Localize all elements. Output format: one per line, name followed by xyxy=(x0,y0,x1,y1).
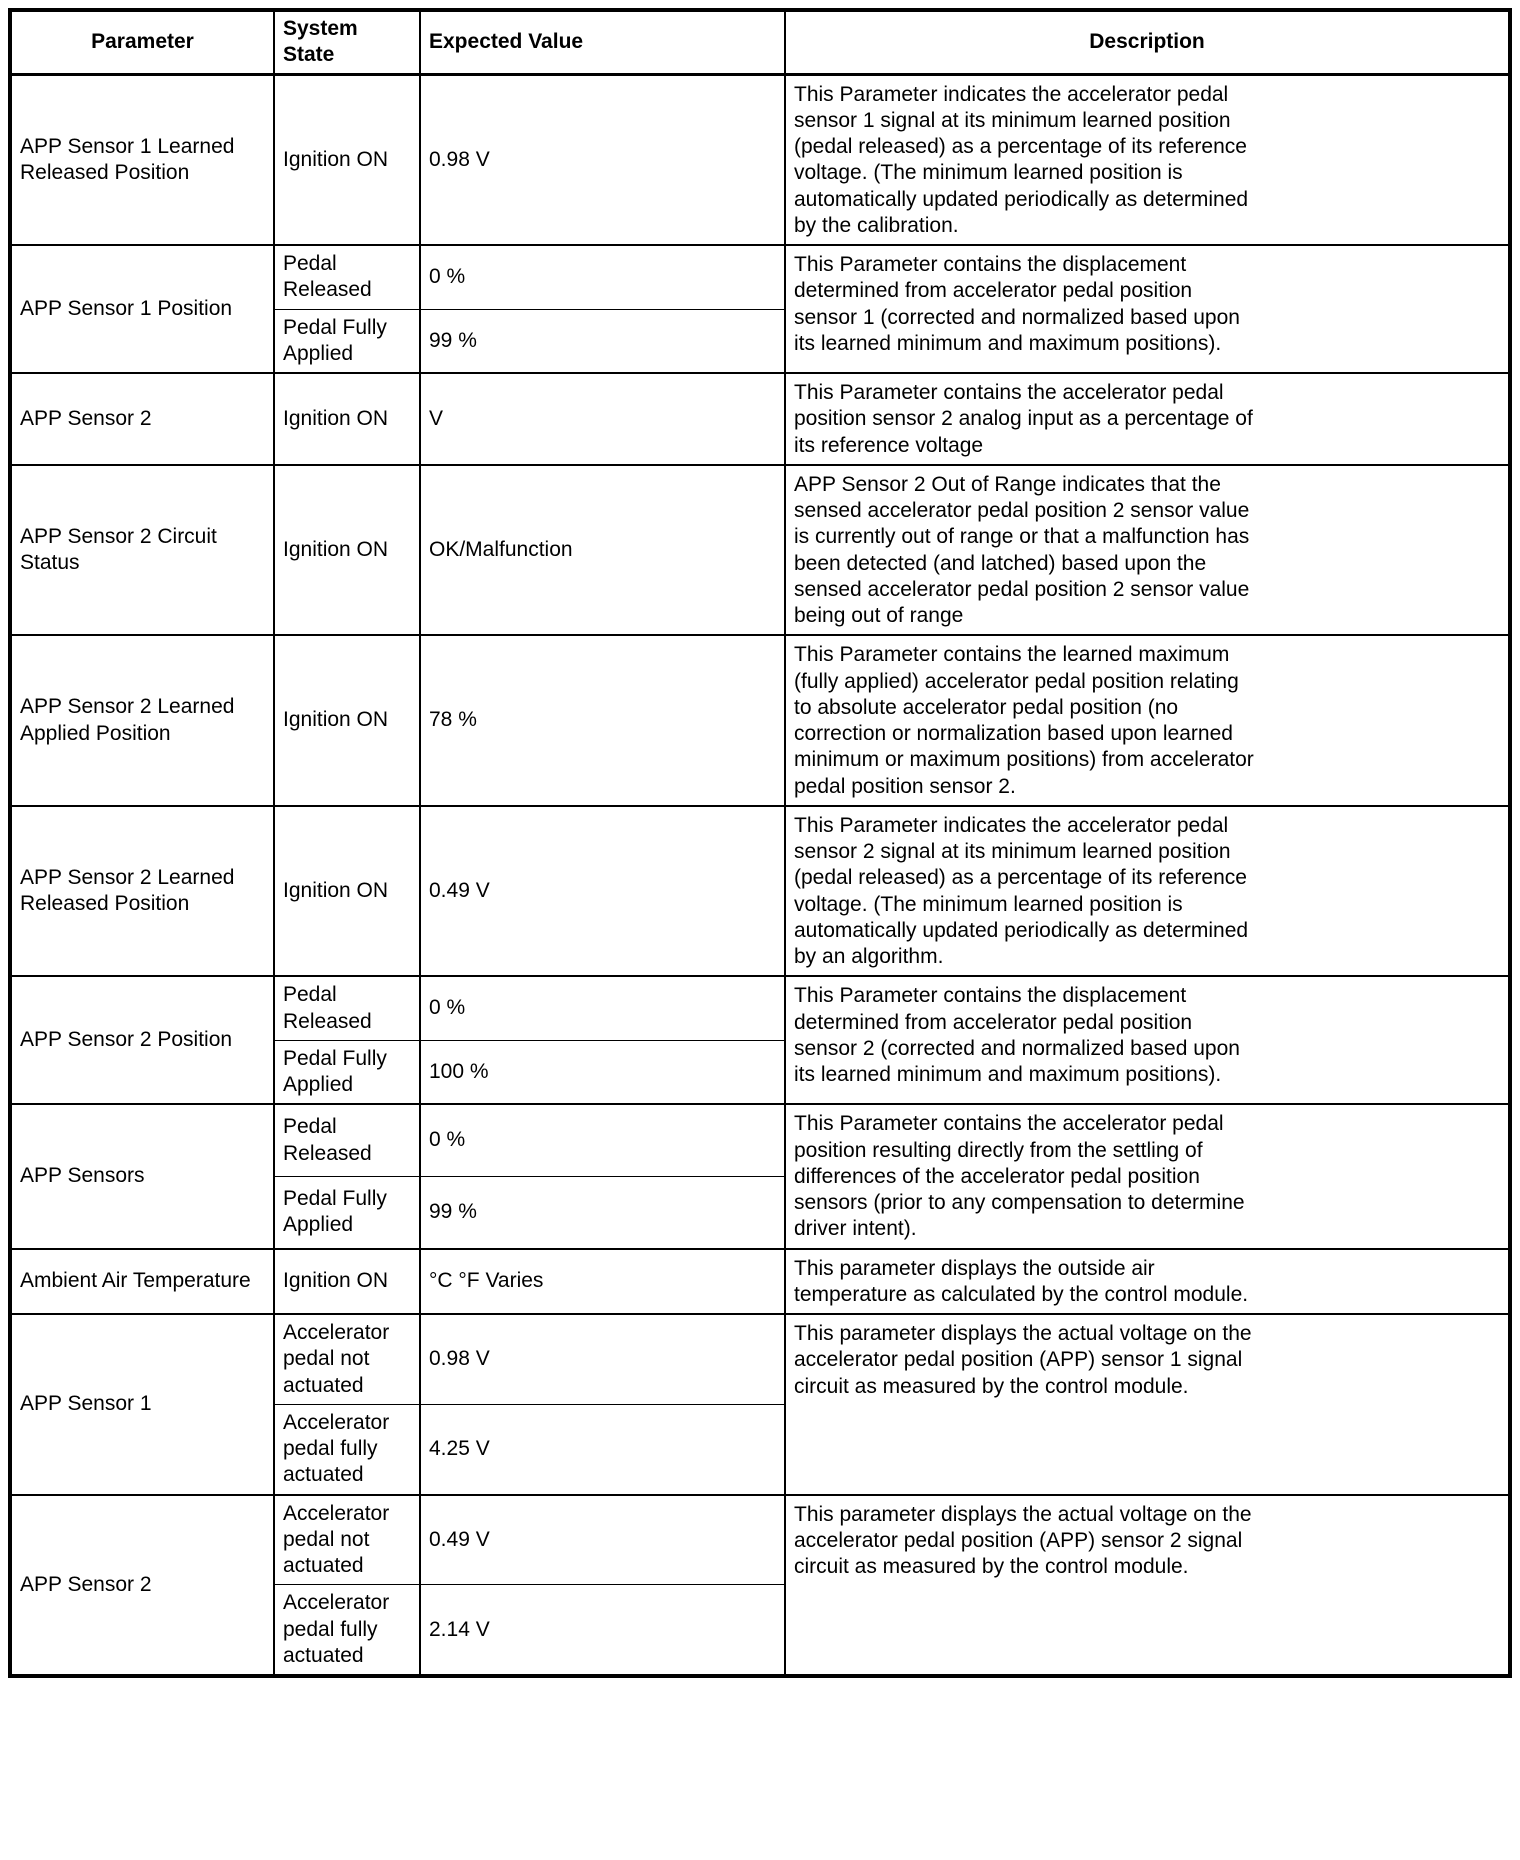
system-state-cell: Pedal Fully Applied xyxy=(274,1176,420,1248)
description-cell: APP Sensor 2 Out of Range indicates that the sensed accelerator pedal position 2 sensor value is currently out of range or that a malfunction has been detected (and latched) based upon the sensed accelerator pedal position 2 sensor value being out of range xyxy=(785,465,1510,636)
table-body xyxy=(10,74,1510,1676)
system-state-cell: Ignition ON xyxy=(274,1249,420,1315)
table-row xyxy=(10,1249,1510,1315)
parameter-cell: APP Sensor 1 Learned Released Position xyxy=(10,74,274,245)
system-state-cell: Accelerator pedal not actuated xyxy=(274,1314,420,1404)
parameter-cell: APP Sensor 2 xyxy=(10,373,274,465)
parameter-cell: APP Sensor 2 xyxy=(10,1495,274,1677)
parameter-cell: APP Sensor 2 Position xyxy=(10,976,274,1104)
table-row xyxy=(10,465,1510,636)
expected-value-cell: 0.98 V xyxy=(420,74,785,245)
expected-value-cell: 78 % xyxy=(420,635,785,806)
description-cell: This Parameter contains the accelerator pedal position resulting directly from the settling of differences of the accelerator pedal position sensors (prior to any compensation to determine driver intent). xyxy=(785,1104,1510,1248)
expected-value-cell: °C °F Varies xyxy=(420,1249,785,1315)
expected-value-cell: 4.25 V xyxy=(420,1404,785,1494)
expected-value-cell: 2.14 V xyxy=(420,1585,785,1676)
system-state-cell: Pedal Fully Applied xyxy=(274,1040,420,1104)
parameter-cell: APP Sensor 1 Position xyxy=(10,245,274,373)
parameter-table xyxy=(8,8,1512,1678)
description-cell: This Parameter contains the displacement determined from accelerator pedal position sensor 2 (corrected and normalized based upon its learned minimum and maximum positions). xyxy=(785,976,1510,1104)
system-state-cell: Pedal Released xyxy=(274,976,420,1040)
system-state-cell: Ignition ON xyxy=(274,373,420,465)
table-row xyxy=(10,976,1510,1040)
expected-value-cell: 99 % xyxy=(420,309,785,373)
description-cell: This parameter displays the actual voltage on the accelerator pedal position (APP) sensor 2 signal circuit as measured by the control module. xyxy=(785,1495,1510,1677)
table-header xyxy=(10,10,1510,74)
expected-value-cell: 0.49 V xyxy=(420,1495,785,1585)
column-header-expected-value: Expected Value xyxy=(420,10,785,74)
description-cell: This Parameter contains the accelerator pedal position sensor 2 analog input as a percentage of its reference voltage xyxy=(785,373,1510,465)
table-row xyxy=(10,1314,1510,1404)
parameter-cell: APP Sensor 2 Learned Released Position xyxy=(10,806,274,977)
parameter-cell: APP Sensor 2 Circuit Status xyxy=(10,465,274,636)
expected-value-cell: 0.98 V xyxy=(420,1314,785,1404)
column-header-description: Description xyxy=(785,10,1510,74)
expected-value-cell: 0 % xyxy=(420,976,785,1040)
table-row xyxy=(10,1104,1510,1176)
description-cell: This Parameter indicates the accelerator pedal sensor 2 signal at its minimum learned position (pedal released) as a percentage of its reference voltage. (The minimum learned position is automatically updated periodically as determined by an algorithm. xyxy=(785,806,1510,977)
column-header-system-state: System State xyxy=(274,10,420,74)
system-state-cell: Ignition ON xyxy=(274,806,420,977)
expected-value-cell: 99 % xyxy=(420,1176,785,1248)
system-state-cell: Accelerator pedal fully actuated xyxy=(274,1585,420,1676)
expected-value-cell: 100 % xyxy=(420,1040,785,1104)
system-state-cell: Ignition ON xyxy=(274,465,420,636)
table-row xyxy=(10,635,1510,806)
parameter-cell: APP Sensors xyxy=(10,1104,274,1248)
expected-value-cell: 0 % xyxy=(420,1104,785,1176)
description-cell: This parameter displays the outside air temperature as calculated by the control module. xyxy=(785,1249,1510,1315)
parameter-cell: APP Sensor 2 Learned Applied Position xyxy=(10,635,274,806)
table-row xyxy=(10,1495,1510,1585)
expected-value-cell: OK/Malfunction xyxy=(420,465,785,636)
table-row xyxy=(10,806,1510,977)
system-state-cell: Accelerator pedal fully actuated xyxy=(274,1404,420,1494)
expected-value-cell: 0.49 V xyxy=(420,806,785,977)
expected-value-cell: 0 % xyxy=(420,245,785,309)
table-row xyxy=(10,245,1510,309)
table-row xyxy=(10,74,1510,245)
header-row xyxy=(10,10,1510,74)
system-state-cell: Ignition ON xyxy=(274,74,420,245)
column-header-parameter: Parameter xyxy=(10,10,274,74)
system-state-cell: Pedal Fully Applied xyxy=(274,309,420,373)
description-cell: This Parameter contains the displacement determined from accelerator pedal position sensor 1 (corrected and normalized based upon its learned minimum and maximum positions). xyxy=(785,245,1510,373)
description-cell: This Parameter contains the learned maximum (fully applied) accelerator pedal position relating to absolute accelerator pedal position (no correction or normalization based upon learned minimum or maximum positions) from accelerator pedal position sensor 2. xyxy=(785,635,1510,806)
description-cell: This Parameter indicates the accelerator pedal sensor 1 signal at its minimum learned position (pedal released) as a percentage of its reference voltage. (The minimum learned position is automatically updated periodically as determined by the calibration. xyxy=(785,74,1510,245)
parameter-cell: APP Sensor 1 xyxy=(10,1314,274,1495)
system-state-cell: Accelerator pedal not actuated xyxy=(274,1495,420,1585)
table-row xyxy=(10,373,1510,465)
expected-value-cell: V xyxy=(420,373,785,465)
system-state-cell: Pedal Released xyxy=(274,245,420,309)
system-state-cell: Ignition ON xyxy=(274,635,420,806)
parameter-cell: Ambient Air Temperature xyxy=(10,1249,274,1315)
system-state-cell: Pedal Released xyxy=(274,1104,420,1176)
description-cell: This parameter displays the actual voltage on the accelerator pedal position (APP) sensor 1 signal circuit as measured by the control module. xyxy=(785,1314,1510,1495)
